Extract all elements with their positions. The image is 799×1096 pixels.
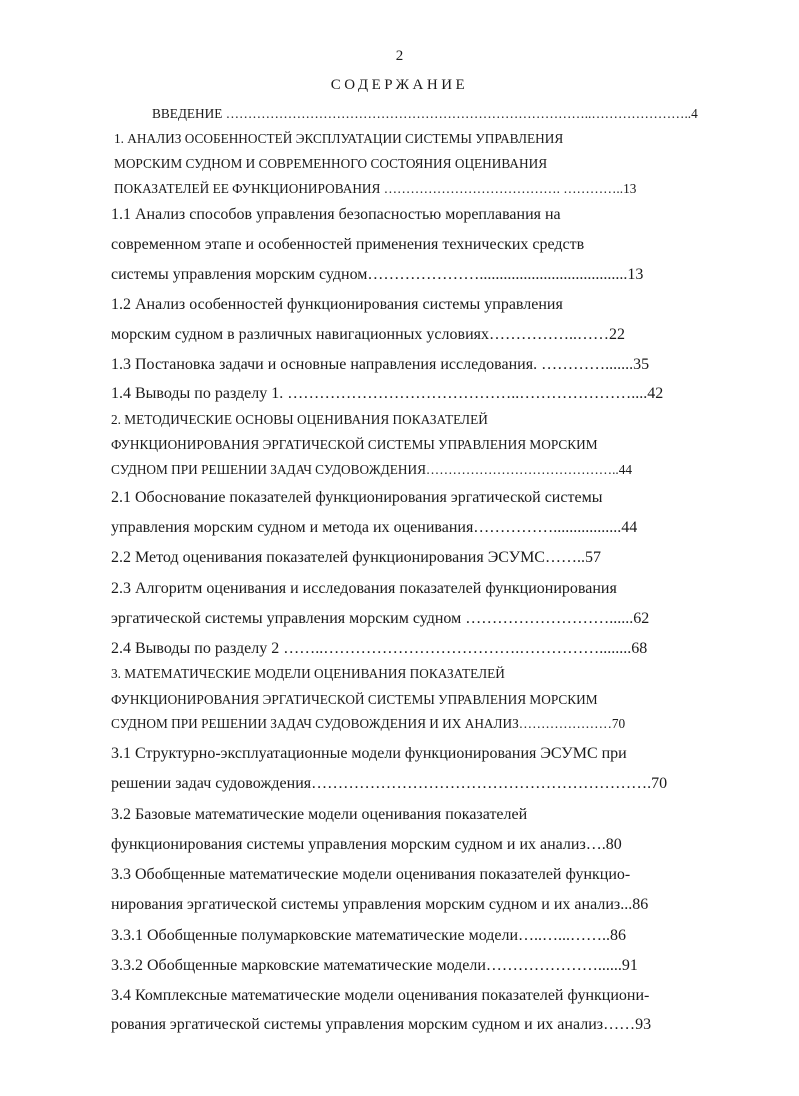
toc-line-3-4-cont: рования эргатической системы управления морским судном и их анализ……93 [111, 1016, 652, 1033]
toc-line-3-1: 3.1 Структурно-эксплуатационные модели функционирования ЭСУМС при [111, 745, 627, 762]
toc-line-1-2-cont: морским судном в различных навигационных условиях……………..……22 [111, 326, 625, 343]
toc-line-1-2: 1.2 Анализ особенностей функционирования системы управления [111, 296, 563, 313]
toc-line-2-3: 2.3 Алгоритм оценивания и исследования показателей функционирования [111, 580, 617, 597]
toc-line-section-1-cont: ПОКАЗАТЕЛЕЙ ЕЕ ФУНКЦИОНИРОВАНИЯ …………………………………. …………..13 [114, 181, 637, 196]
toc-line-2-2: 2.2 Метод оценивания показателей функционирования ЭСУМС……..57 [111, 549, 601, 566]
toc-line-section-1: 1. АНАЛИЗ ОСОБЕННОСТЕЙ ЭКСПЛУАТАЦИИ СИСТЕМЫ УПРАВЛЕНИЯ [114, 131, 564, 146]
toc-line-section-3-cont: ФУНКЦИОНИРОВАНИЯ ЭРГАТИЧЕСКОЙ СИСТЕМЫ УПРАВЛЕНИЯ МОРСКИМ [111, 692, 598, 707]
toc-line-section-2-cont: ФУНКЦИОНИРОВАНИЯ ЭРГАТИЧЕСКОЙ СИСТЕМЫ УПРАВЛЕНИЯ МОРСКИМ [111, 437, 598, 452]
toc-line-3-4: 3.4 Комплексные математические модели оценивания показателей функциони- [111, 987, 650, 1004]
toc-line-3-3-cont: нирования эргатической системы управления морским судном и их анализ...86 [111, 896, 649, 913]
toc-line-2-4: 2.4 Выводы по разделу 2 ……..……………………………….……………........68 [111, 640, 648, 657]
toc-line-3-3-1: 3.3.1 Обобщенные полумарковские математические модели…..…...……..86 [111, 927, 627, 944]
toc-line-section-2-cont: СУДНОМ ПРИ РЕШЕНИИ ЗАДАЧ СУДОВОЖДЕНИЯ……………………………………..44 [111, 462, 633, 477]
toc-line-2-1-cont: управления морским судном и метода их оценивания…………….................44 [111, 519, 638, 536]
toc-line-3-3-2: 3.3.2 Обобщенные марковские математические модели…………………......91 [111, 957, 638, 974]
toc-line-3-2-cont: функционирования системы управления морским судном и их анализ….80 [111, 836, 622, 853]
toc-line-2-1: 2.1 Обоснование показателей функционирования эргатической системы [111, 489, 603, 506]
toc-line-2-3-cont: эргатической системы управления морским судном ………………………......62 [111, 610, 650, 627]
toc-title: СОДЕРЖАНИЕ [330, 77, 469, 93]
toc-line-1-4: 1.4 Выводы по разделу 1. ……………………………………..…………………....42 [111, 385, 664, 402]
toc-line-1-3: 1.3 Постановка задачи и основные направления исследования. ………….......35 [111, 356, 650, 373]
toc-line-section-3-cont: СУДНОМ ПРИ РЕШЕНИИ ЗАДАЧ СУДОВОЖДЕНИЯ И ИХ АНАЛИЗ…………………70 [111, 716, 626, 731]
toc-line-section-1-cont: МОРСКИМ СУДНОМ И СОВРЕМЕННОГО СОСТОЯНИЯ ОЦЕНИВАНИЯ [114, 156, 548, 171]
page-number: 2 [395, 48, 404, 64]
toc-line-1-1-cont: современном этапе и особенностей применения технических средств [111, 236, 585, 253]
toc-line-3-3: 3.3 Обобщенные математические модели оценивания показателей функцио- [111, 866, 631, 883]
toc-line-1-1: 1.1 Анализ способов управления безопасностью мореплавания на [111, 206, 561, 223]
toc-line-3-2: 3.2 Базовые математические модели оценивания показателей [111, 806, 528, 823]
toc-line-section-3: 3. МАТЕМАТИЧЕСКИЕ МОДЕЛИ ОЦЕНИВАНИЯ ПОКАЗАТЕЛЕЙ [111, 666, 505, 681]
toc-line-1-1-cont: системы управления морским судном………………….....................................13 [111, 266, 644, 283]
toc-line-3-1-cont: решении задач судовождения……………………………………………………….70 [111, 775, 668, 792]
toc-line-introduction: ВВЕДЕНИЕ ………………………………………………………………………..…………………..4 [152, 106, 698, 121]
toc-line-section-2: 2. МЕТОДИЧЕСКИЕ ОСНОВЫ ОЦЕНИВАНИЯ ПОКАЗАТЕЛЕЙ [111, 412, 488, 427]
